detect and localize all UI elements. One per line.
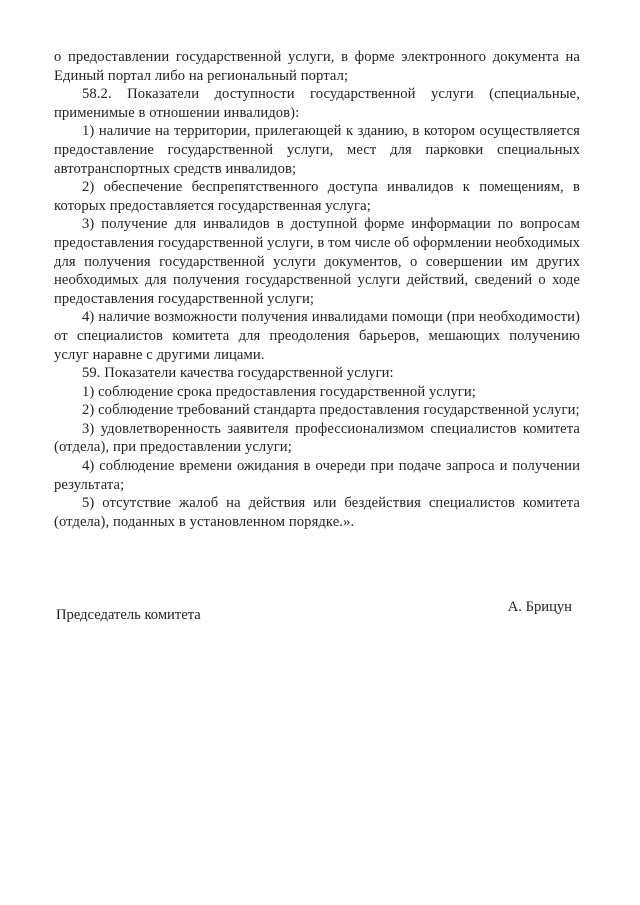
list-item-3: 3) получение для инвалидов в доступной форме информации по вопросам предоставления государственной услуги, в том числе об оформлении необходимых для получения государственной услуги документов, о совершении им других необходимых для получения государственной услуги действий, сведений о ходе предоставления государственной услуги; — [54, 216, 581, 307]
document-body — [54, 48, 580, 531]
signatory-name: А. Брицун — [507, 599, 572, 615]
list-item-2: 2) обеспечение беспрепятственного доступа инвалидов к помещениям, в которых предоставляется государственная услуга; — [54, 179, 580, 214]
quality-item-1: 1) соблюдение срока предоставления государственной услуги; — [82, 383, 476, 400]
quality-item-4: 4) соблюдение времени ожидания в очереди при подаче запроса и получении результата; — [54, 458, 580, 493]
quality-item-5: 5) отсутствие жалоб на действия или бездействия специалистов комитета (отдела), поданных в установленном порядке.». — [54, 495, 580, 530]
paragraph-59: 59. Показатели качества государственной услуги: — [82, 365, 394, 382]
list-item-1: 1) наличие на территории, прилегающей к зданию, в котором осуществляется предоставление государственной услуги, мест для парковки специальных автотранспортных средств инвалидов; — [54, 123, 580, 177]
quality-item-2: 2) соблюдение требований стандарта предоставления государственной услуги; — [82, 402, 580, 419]
signatory-role: Председатель комитета — [56, 607, 201, 623]
paragraph-58-2: 58.2. Показатели доступности государственной услуги (специальные, применимые в отношении инвалидов): — [54, 86, 580, 121]
quality-item-3: 3) удовлетворенность заявителя профессионализмом специалистов комитета (отдела), при предоставлении услуги; — [54, 420, 580, 456]
paragraph-continuation: о предоставлении государственной услуги, в форме электронного документа на Единый портал либо на региональный портал; — [54, 49, 580, 84]
list-item-4: 4) наличие возможности получения инвалидами помощи (при необходимости) от специалистов комитета для преодоления барьеров, мешающих получению услуг наравне с другими лицами. — [54, 309, 580, 363]
